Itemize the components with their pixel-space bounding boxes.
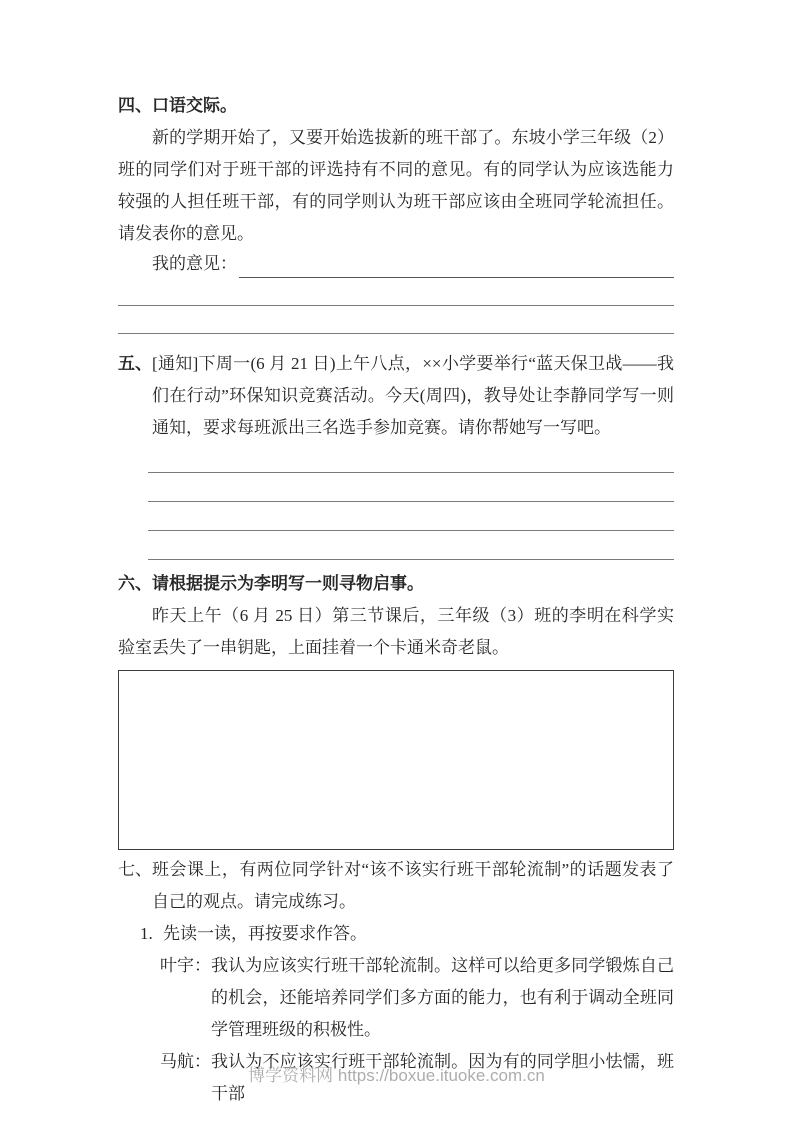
footer-watermark: 博学资料网 https://boxue.ituoke.com.cn: [248, 1066, 545, 1085]
section-seven-intro-text: 班会课上，有两位同学针对“该不该实行班干部轮流制”的话题发表了自己的观点。请完成练习。: [152, 860, 674, 911]
section-four-paragraph: 新的学期开始了，又要开始选拔新的班干部了。东坡小学三年级（2）班的同学们对于班干部的评选持有不同的意见。有的同学认为应该选能力较强的人担任班干部，有的同学则认为班干部应该由全班同学轮流担任。请发表你的意见。: [118, 128, 674, 243]
speaker-text: 我认为应该实行班干部轮流制。这样可以给更多同学锻炼自己的机会，还能培养同学们多方面的能力，也有利于调动全班同学管理班级的积极性。: [211, 956, 674, 1039]
answer-label: 我的意见：: [152, 254, 237, 273]
speaker-name: 马航：: [160, 1052, 211, 1071]
section-seven-number: 七、: [118, 860, 152, 879]
section-six-paragraph: 昨天上午（6 月 25 日）第三节课后，三年级（3）班的李明在科学实验室丢失了一串钥匙，上面挂着一个卡通米奇老鼠。: [118, 606, 674, 657]
answer-line: [148, 473, 674, 502]
section-six-answer-box: [118, 670, 674, 850]
section-five-answer-lines: [148, 444, 674, 560]
speaker-name: 叶宇：: [160, 956, 211, 975]
section-four-answer-lines: [118, 278, 674, 334]
item-text: 先读一读，再按要求作答。: [163, 924, 367, 943]
item-number: 1.: [140, 924, 153, 943]
answer-line: [118, 306, 674, 334]
section-five-number: 五、: [118, 354, 152, 373]
answer-line: [148, 444, 674, 473]
answer-line: [148, 531, 674, 560]
section-six-heading: 六、请根据提示为李明写一则寻物启事。: [118, 574, 424, 593]
section-four-heading: 四、口语交际。: [118, 96, 237, 115]
answer-underline: [239, 253, 674, 278]
speaker-text: 我认为不应该实行班干部轮流制。因为有的同学胆小怯懦，班干部: [211, 1052, 674, 1103]
speaker-block-yeyu: [160, 950, 674, 1046]
answer-line: [148, 502, 674, 531]
section-seven-intro: [118, 854, 674, 918]
section-seven-item-1: [140, 918, 674, 950]
section-five-text: [通知]下周一(6 月 21 日)上午八点，××小学要举行“蓝天保卫战——我们在行动”环保知识竞赛活动。今天(周四)，教导处让李静同学写一则通知，要求每班派出三名选手参加竞赛。请你帮她写一写吧。: [152, 354, 674, 437]
section-five: [118, 348, 674, 444]
worksheet-content: [118, 90, 674, 1110]
section-four-answer-row: [118, 250, 674, 278]
answer-line: [118, 278, 674, 306]
